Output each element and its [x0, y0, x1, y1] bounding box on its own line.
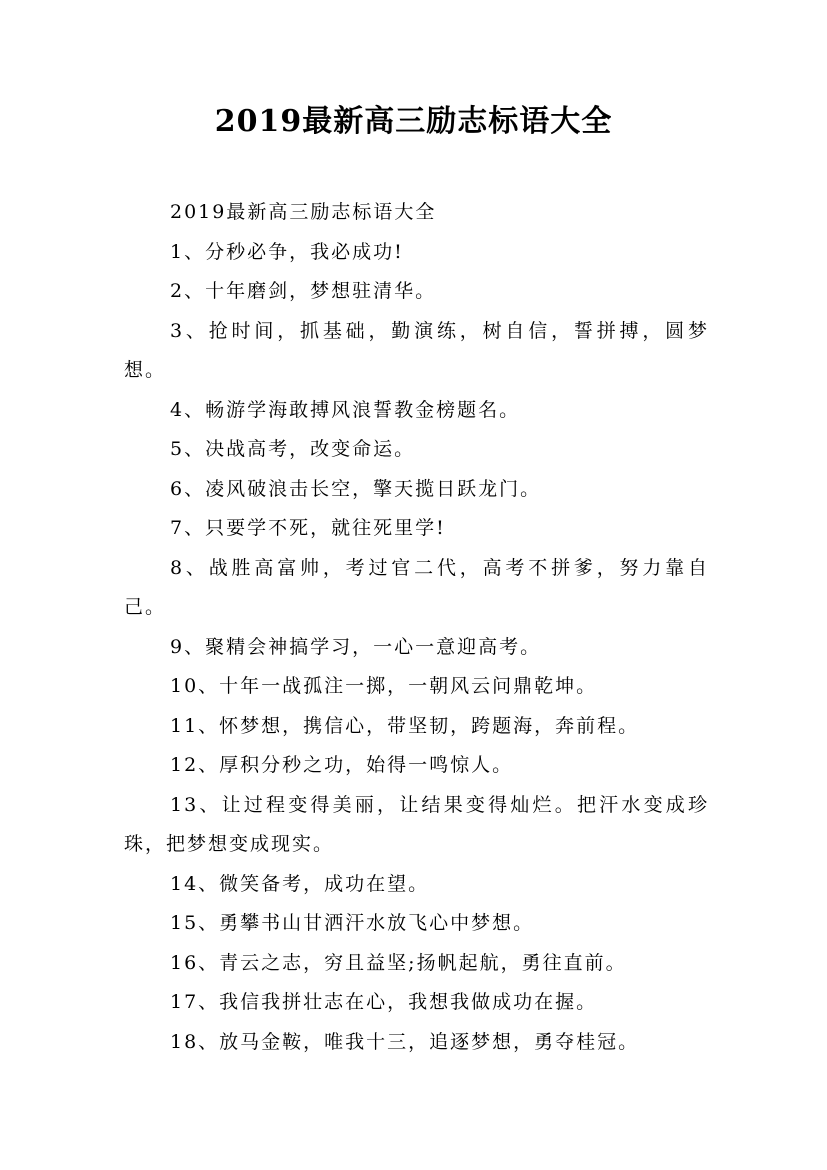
slogan-item: 10、十年一战孤注一掷，一朝风云问鼎乾坤。: [170, 675, 598, 697]
slogan-item: 4、畅游学海敢搏风浪誓教金榜题名。: [170, 398, 521, 421]
slogan-item: 2、十年磨剑，梦想驻清华。: [170, 280, 437, 302]
slogan-item: 8、战胜高富帅，考过官二代，高考不拼爹，努力靠自己。: [124, 556, 709, 618]
slogan-item: 7、只要学不死，就往死里学!: [170, 517, 446, 539]
document-title: 2019最新高三励志标语大全: [214, 104, 613, 139]
slogan-item: 12、厚积分秒之功，始得一鸣惊人。: [170, 754, 514, 776]
slogan-item: 18、放马金鞍，唯我十三，追逐梦想，勇夺桂冠。: [170, 1030, 640, 1053]
slogan-item: 17、我信我拼壮志在心，我想我做成功在握。: [170, 991, 598, 1013]
slogan-item: 11、怀梦想，携信心，带坚韧，跨题海，奔前程。: [170, 714, 640, 737]
slogan-item: 9、聚精会神搞学习，一心一意迎高考。: [170, 635, 542, 658]
slogan-item: 16、青云之志，穷且益坚;扬帆起航，勇往直前。: [170, 951, 627, 974]
slogan-item: 3、抢时间，抓基础，勤演练，树自信，誓拼搏，圆梦想。: [124, 319, 709, 381]
slogan-item: 15、勇攀书山甘洒汗水放飞心中梦想。: [170, 912, 535, 934]
slogan-item: 13、让过程变得美丽，让结果变得灿烂。把汗水变成珍珠，把梦想变成现实。: [124, 793, 709, 855]
paragraph-heading: 2019最新高三励志标语大全: [170, 201, 437, 223]
slogan-item: 5、决战高考，改变命运。: [170, 438, 416, 460]
slogan-item: 14、微笑备考，成功在望。: [170, 872, 430, 895]
slogan-item: 1、分秒必争，我必成功!: [170, 240, 404, 263]
slogan-item: 6、凌风破浪击长空，擎天揽日跃龙门。: [170, 477, 542, 500]
document-body: [124, 193, 709, 1062]
